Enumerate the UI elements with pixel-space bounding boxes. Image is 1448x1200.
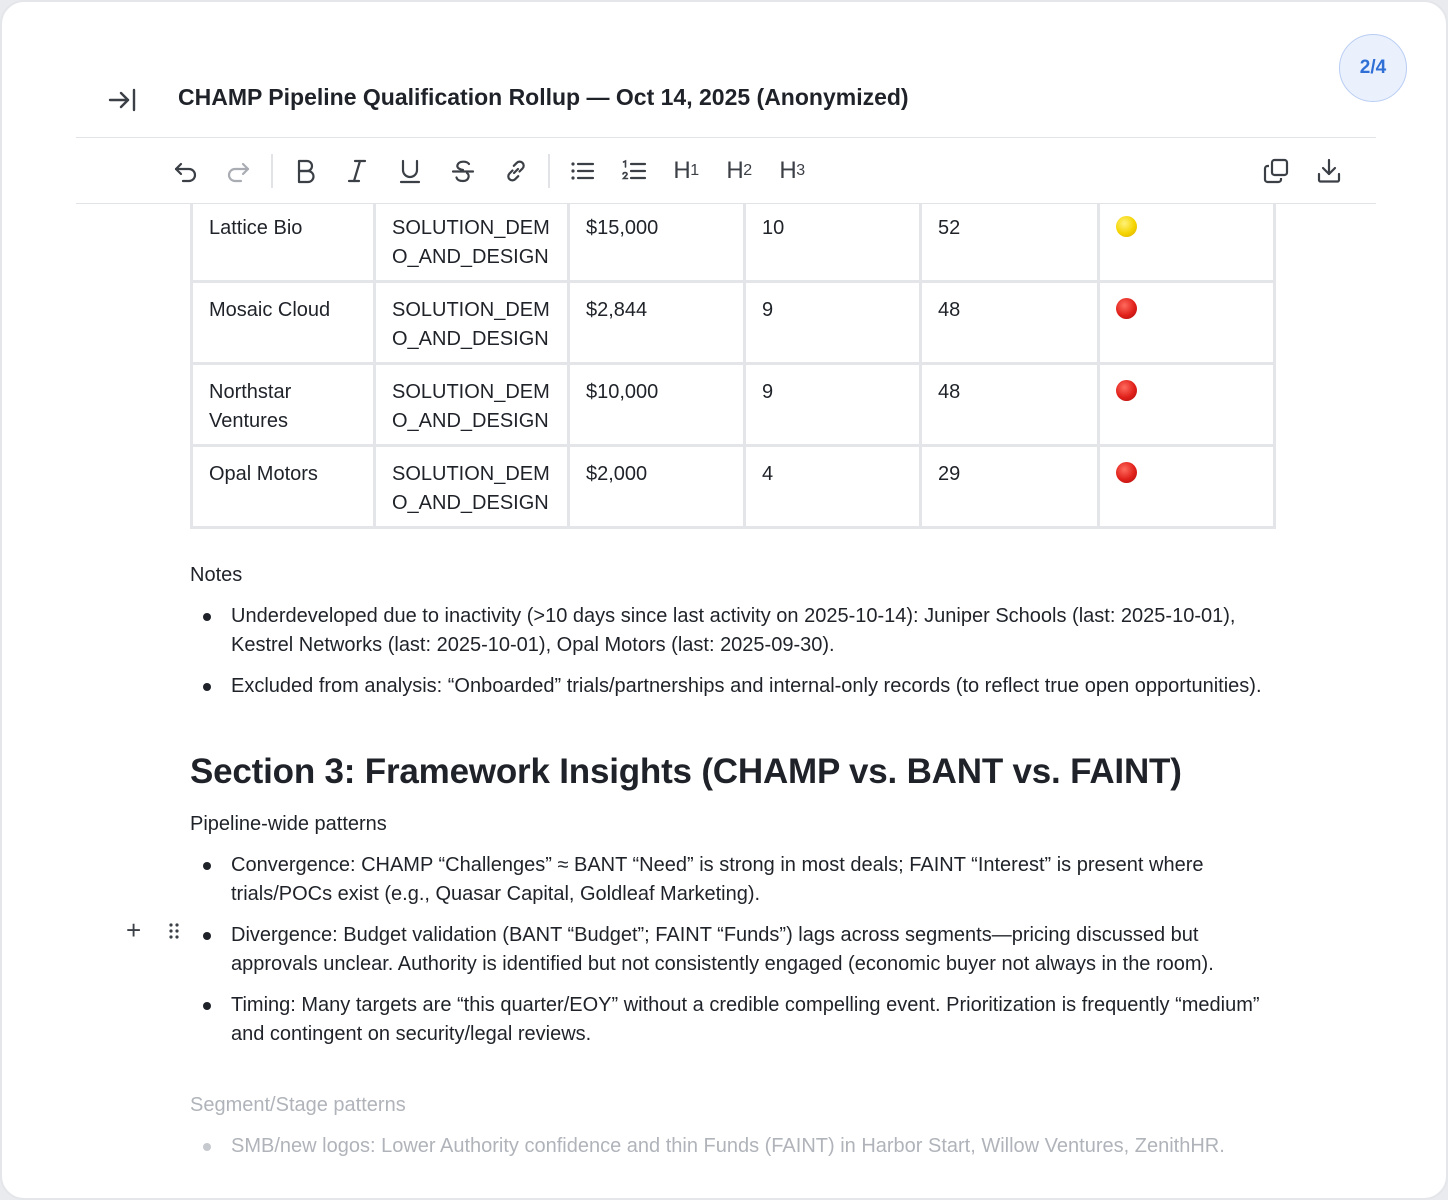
yellow-status-icon (1116, 216, 1137, 237)
bullet-list-icon[interactable] (562, 151, 602, 191)
score-cell[interactable]: 9 (745, 364, 921, 446)
heading-1-icon[interactable]: H 1 (673, 157, 699, 184)
block-handles (122, 915, 186, 945)
drag-handle-icon[interactable] (168, 922, 180, 940)
heading-2-icon[interactable]: H 2 (726, 157, 752, 184)
status-cell[interactable] (1099, 282, 1275, 364)
segment-patterns-list (190, 1132, 1280, 1173)
table-row (192, 282, 1275, 364)
copy-icon[interactable] (1256, 151, 1296, 191)
stage-cell[interactable]: SOLUTION_DEMO_AND_DESIGN (375, 282, 569, 364)
red-status-icon (1116, 380, 1137, 401)
editor-toolbar (76, 138, 1376, 204)
list-item[interactable]: Underdeveloped due to inactivity (>10 days since last activity on 2025-10-14): Juniper Schools (last: 2025-10-01), Kestrel Networks (last: 2025-10-01), Opal Motors (last: 2025-09-30). (190, 602, 1280, 660)
table-row (192, 204, 1275, 282)
pipeline-patterns-label[interactable]: Pipeline-wide patterns (190, 813, 387, 835)
bold-icon[interactable] (285, 151, 325, 191)
percent-cell[interactable]: 48 (921, 364, 1099, 446)
stage-cell[interactable]: SOLUTION_DEMO_AND_DESIGN (375, 446, 569, 528)
table-row (192, 446, 1275, 528)
list-item[interactable]: SMB/new logos: Lower Authority confidence and thin Funds (FAINT) in Harbor Start, Willow Ventures, ZenithHR. (190, 1132, 1280, 1161)
list-item[interactable]: Convergence: CHAMP “Challenges” ≈ BANT “Need” is strong in most deals; FAINT “Interest” is present where trials/POCs exist (e.g., Quasar Capital, Goldleaf Marketing). (190, 851, 1280, 909)
document-header (76, 62, 1376, 138)
undo-icon[interactable] (166, 151, 206, 191)
italic-icon[interactable] (337, 151, 377, 191)
percent-cell[interactable]: 52 (921, 204, 1099, 282)
section-heading[interactable]: Section 3: Framework Insights (CHAMP vs. BANT vs. FAINT) (190, 752, 1182, 791)
score-cell[interactable]: 10 (745, 204, 921, 282)
status-cell[interactable] (1099, 204, 1275, 282)
amount-cell[interactable]: $15,000 (569, 204, 745, 282)
numbered-list-icon[interactable] (614, 151, 654, 191)
table-row (192, 364, 1275, 446)
amount-cell[interactable]: $10,000 (569, 364, 745, 446)
account-cell[interactable]: Lattice Bio (192, 204, 375, 282)
underline-icon[interactable] (390, 151, 430, 191)
amount-cell[interactable]: $2,000 (569, 446, 745, 528)
list-item[interactable]: Timing: Many targets are “this quarter/EOY” without a credible compelling event. Prioritization is frequently “medium” and contingent on security/legal reviews. (190, 991, 1280, 1049)
red-status-icon (1116, 462, 1137, 483)
heading-3-icon[interactable]: H 3 (779, 157, 805, 184)
amount-cell[interactable]: $2,844 (569, 282, 745, 364)
score-cell[interactable]: 4 (745, 446, 921, 528)
percent-cell[interactable]: 29 (921, 446, 1099, 528)
add-block-icon[interactable]: + (126, 915, 142, 945)
document-title: CHAMP Pipeline Qualification Rollup — Oct 14, 2025 (Anonymized) (178, 84, 909, 110)
strikethrough-icon[interactable] (443, 151, 483, 191)
stage-cell[interactable]: SOLUTION_DEMO_AND_DESIGN (375, 204, 569, 282)
notes-label[interactable]: Notes (190, 564, 243, 586)
status-cell[interactable] (1099, 364, 1275, 446)
collapse-sidebar-icon[interactable] (104, 84, 140, 116)
status-cell[interactable] (1099, 446, 1275, 528)
pipeline-patterns-list (190, 851, 1280, 1061)
list-item[interactable]: Excluded from analysis: “Onboarded” trials/partnerships and internal-only records (to reflect true open opportunities). (190, 672, 1280, 701)
download-icon[interactable] (1309, 151, 1349, 191)
stage-cell[interactable]: SOLUTION_DEMO_AND_DESIGN (375, 364, 569, 446)
red-status-icon (1116, 298, 1137, 319)
document-body (2, 204, 1448, 1200)
redo-icon[interactable] (218, 151, 258, 191)
account-cell[interactable]: Northstar Ventures (192, 364, 375, 446)
link-icon[interactable] (496, 151, 536, 191)
percent-cell[interactable]: 48 (921, 282, 1099, 364)
notes-list (190, 602, 1280, 713)
account-cell[interactable]: Mosaic Cloud (192, 282, 375, 364)
score-cell[interactable]: 9 (745, 282, 921, 364)
page-indicator[interactable]: 2/4 (1339, 34, 1407, 102)
account-cell[interactable]: Opal Motors (192, 446, 375, 528)
list-item[interactable]: Divergence: Budget validation (BANT “Budget”; FAINT “Funds”) lags across segments—pricing discussed but approvals unclear. Authority is identified but not consistently engaged (economic buyer not always in the room). (190, 921, 1280, 979)
deals-table (190, 204, 1276, 529)
segment-patterns-label[interactable]: Segment/Stage patterns (190, 1094, 406, 1116)
